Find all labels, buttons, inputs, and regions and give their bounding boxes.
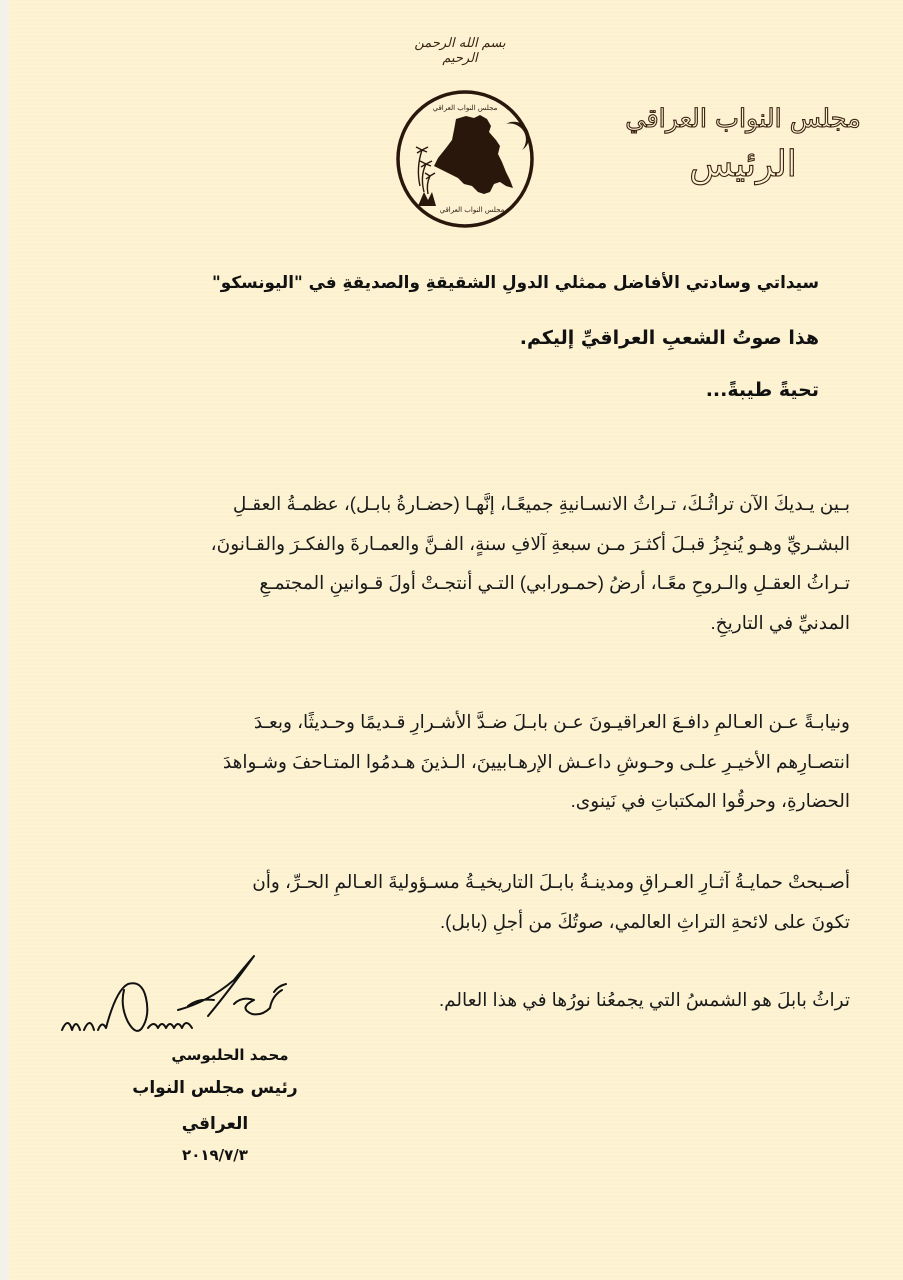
paragraph-line: الحضارةِ، وحرقُوا المكتباتِ في نَينوى.: [570, 790, 850, 811]
paragraph-line: المدنيِّ في التاريخِ.: [710, 611, 850, 633]
signatory-name: محمد الحلبوسي: [171, 1046, 289, 1064]
salutation-addressee: سيداتي وسادتي الأفاضل ممثلي الدولِ الشقيقةِ والصديقةِ في "اليونسكو": [212, 272, 819, 292]
signature-block: [100, 1040, 330, 1168]
institution-name: مجلس النواب العراقي: [625, 104, 861, 134]
ziggurat-icon: [418, 192, 436, 206]
letterhead: [623, 96, 863, 188]
letter-date: ٢٠١٩/٧/٣: [182, 1146, 248, 1164]
seal-top-text: مجلس النواب العراقي: [432, 104, 498, 112]
palm-trees-icon: [416, 147, 435, 194]
body-paragraph: [100, 702, 850, 821]
crescent-icon: [506, 122, 529, 150]
paragraph-line: أصـبحتْ حمايـةُ آثـارِ العـراقِ ومدينـةُ بابـلَ التاريخيـةُ مسـؤوليةَ العـالمِ الحـرِّ، وأن: [252, 871, 850, 892]
salutation-voice: هذا صوتُ الشعبِ العراقيِّ إليكم.: [519, 327, 819, 349]
paragraph-line: بـين يـديكَ الآن تراثُـكَ، تـراثُ الانسـانيةِ جميعًـا، إنَّهـا (حضـارةُ بابـل)، عظمـةُ العقـلِ: [232, 493, 850, 514]
closing-paragraph: [360, 980, 850, 1020]
handwritten-signature: [58, 950, 298, 1045]
body-paragraph: [100, 862, 850, 941]
salutation: [199, 262, 819, 410]
paragraph-line: ونيابـةً عـن العـالمِ دافـعَ العراقيـونَ عـن بابـلَ ضـدَّ الأشـرارِ قـديمًا وحـديثًا، وبعـدَ: [253, 711, 850, 732]
salutation-greeting: تحيةً طيبةً...: [705, 379, 819, 401]
signatory-title: رئيس مجلس النواب العراقي: [132, 1078, 298, 1134]
paragraph-line: تراثُ بابلَ هو الشمسُ التي يجمعُنا نورُها في هذا العالم.: [438, 989, 850, 1010]
basmala: بسم الله الرحمن الرحيم: [414, 36, 506, 66]
paragraph-line: تكونَ على لائحةِ التراثِ العالمي، صوتُكَ من أجلِ (بابل).: [440, 910, 850, 932]
paragraph-line: البشـريِّ وهـو يُنجِزُ قبـلَ أكثـرَ مـن سبعةِ آلافِ سنةٍ، الفـنَّ والعمـارةَ والفكـرَ والقـانونَ،: [210, 532, 850, 554]
parliament-seal: [394, 88, 536, 230]
scan-edge: [0, 0, 9, 1280]
paragraph-line: انتصـارِهم الأخيـرِ علـى وحـوشِ داعـش الإرهـابيينَ، الـذينَ هـدمُوا المتـاحفَ وشـواهدَ: [222, 750, 850, 772]
seal-bottom-text: مجلس النواب العراقي: [439, 206, 505, 214]
office-title: الرئيس: [689, 144, 797, 185]
body-paragraph: [100, 484, 850, 642]
paragraph-line: تـراثُ العقـلِ والـروحِ معًـا، أرضُ (حمـورابي) التـي أنتجـتْ أولَ قـوانينِ المجتمـعِ: [259, 572, 850, 593]
iraq-map-icon: [434, 115, 513, 194]
